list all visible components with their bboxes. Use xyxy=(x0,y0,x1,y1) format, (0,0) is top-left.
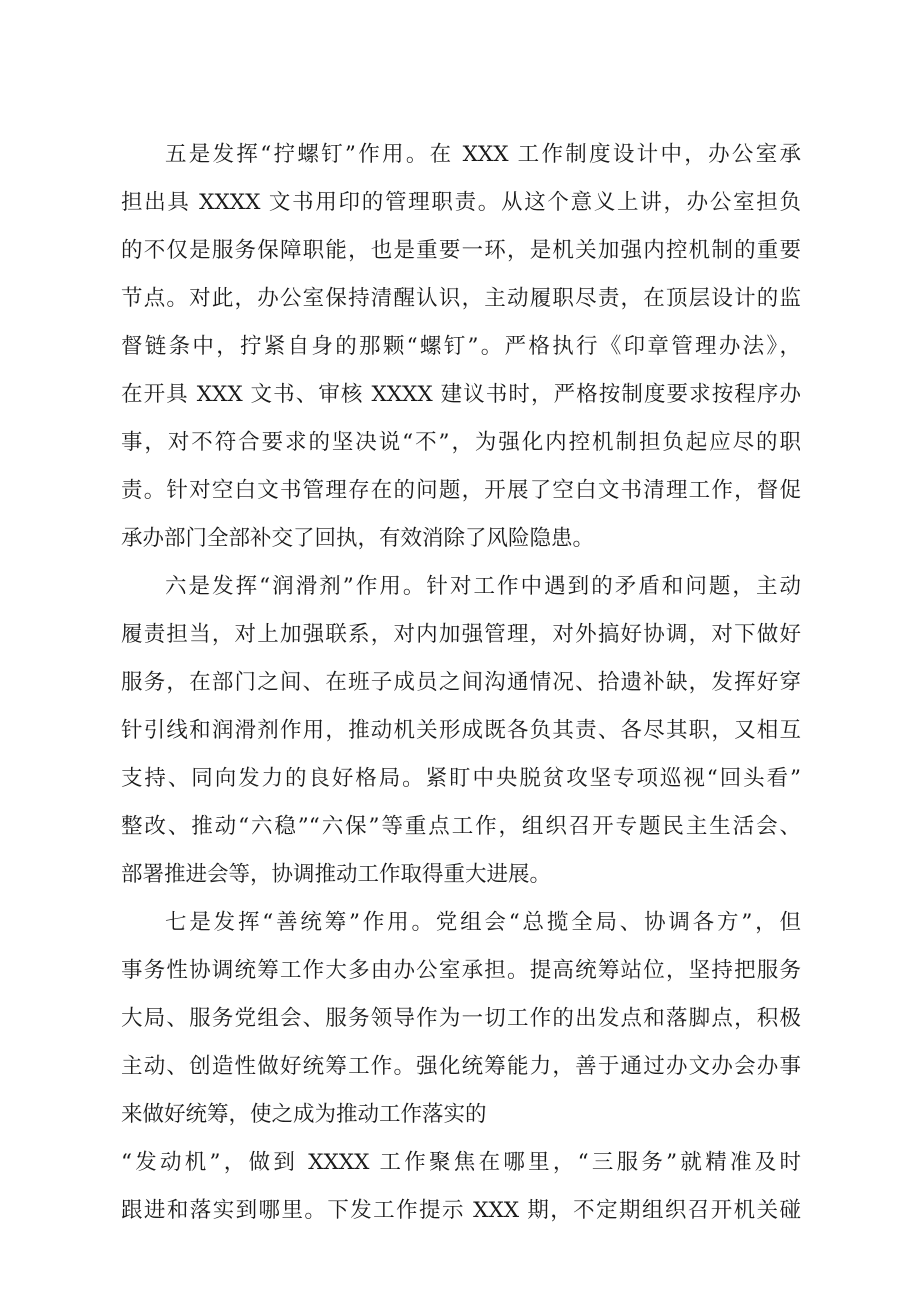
paragraph-line: 担出具 XXXX 文书用印的管理职责。从这个意义上讲，办公室担负 xyxy=(121,190,801,215)
paragraph-line: 针引线和润滑剂作用，推动机关形成既各负其责、各尽其职，又相互 xyxy=(121,718,801,743)
paragraph-line: 服务，在部门之间、在班子成员之间沟通情况、拾遗补缺，发挥好穿 xyxy=(121,670,801,695)
paragraph-line: 五是发挥“拧螺钉”作用。在 XXX 工作制度设计中，办公室承 xyxy=(165,142,801,167)
paragraph-line: 节点。对此，办公室保持清醒认识，主动履职尽责，在顶层设计的监 xyxy=(121,286,801,311)
paragraph-line: 督链条中，拧紧自身的那颗“螺钉”。严格执行《印章管理办法》， xyxy=(121,334,801,359)
paragraph-line: “发动机”，做到 XXXX 工作聚焦在哪里，“三服务”就精准及时 xyxy=(121,1150,801,1175)
paragraph-line: 七是发挥“善统筹”作用。党组会“总揽全局、协调各方”，但 xyxy=(165,910,801,935)
paragraph-line: 事务性协调统筹工作大多由办公室承担。提高统筹站位，坚持把服务 xyxy=(121,958,801,983)
paragraph-line: 支持、同向发力的良好格局。紧盯中央脱贫攻坚专项巡视“回头看” xyxy=(121,766,801,791)
paragraph-line: 六是发挥“润滑剂”作用。针对工作中遇到的矛盾和问题，主动 xyxy=(165,574,801,599)
paragraph-line: 来做好统筹，使之成为推动工作落实的 xyxy=(121,1102,487,1127)
paragraph-line: 跟进和落实到哪里。下发工作提示 XXX 期，不定期组织召开机关碰 xyxy=(121,1198,801,1223)
paragraph-line: 的不仅是服务保障职能，也是重要一环，是机关加强内控机制的重要 xyxy=(121,238,801,263)
paragraph-line: 事，对不符合要求的坚决说“不”，为强化内控机制担负起应尽的职 xyxy=(121,430,801,455)
paragraph-line: 履责担当，对上加强联系，对内加强管理，对外搞好协调，对下做好 xyxy=(121,622,801,647)
paragraph-line: 主动、创造性做好统筹工作。强化统筹能力，善于通过办文办会办事 xyxy=(121,1054,801,1079)
paragraph-line: 责。针对空白文书管理存在的问题，开展了空白文书清理工作，督促 xyxy=(121,478,801,503)
paragraph-line: 部署推进会等，协调推动工作取得重大进展。 xyxy=(121,862,552,887)
paragraph-line: 在开具 XXX 文书、审核 XXXX 建议书时，严格按制度要求按程序办 xyxy=(121,382,801,407)
paragraph-line: 整改、推动“六稳”“六保”等重点工作，组织召开专题民主生活会、 xyxy=(121,814,801,839)
paragraph-line: 大局、服务党组会、服务领导作为一切工作的出发点和落脚点，积极 xyxy=(121,1006,801,1031)
paragraph-line: 承办部门全部补交了回执，有效消除了风险隐患。 xyxy=(121,526,595,551)
